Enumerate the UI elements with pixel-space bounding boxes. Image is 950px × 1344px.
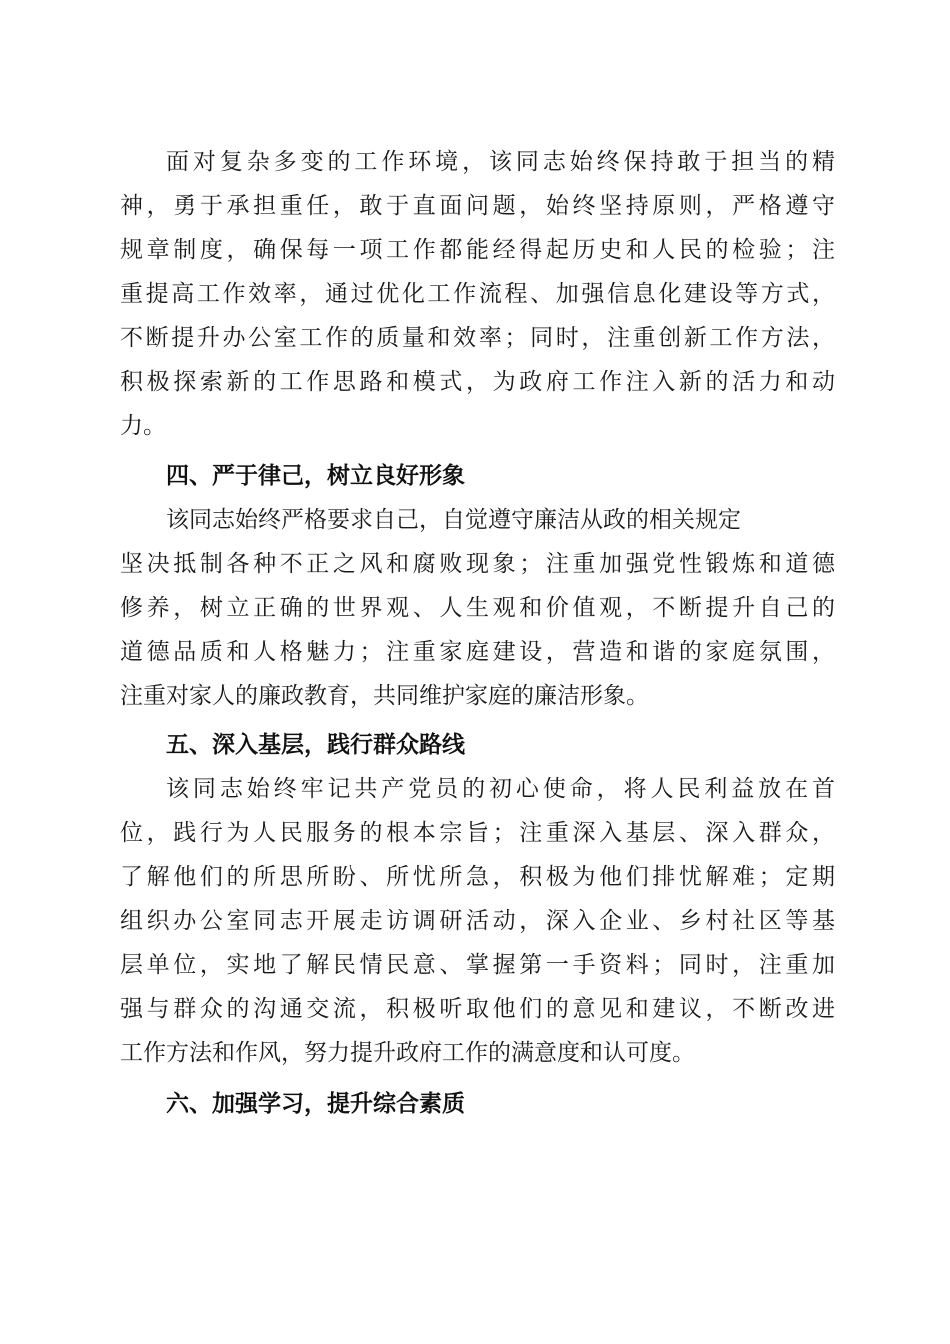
section-heading-5: 五、深入基层，践行群众路线 [166, 732, 465, 758]
paragraph-line: 修养，树立正确的世界观、人生观和价值观，不断提升自己的 [120, 595, 835, 621]
paragraph-self-discipline [120, 498, 835, 718]
paragraph-responsibility [120, 140, 835, 448]
paragraph-line: 道德品质和人格魅力；注重家庭建设，营造和谐的家庭氛围， [120, 639, 835, 665]
paragraph-line: 规章制度，确保每一项工作都能经得起历史和人民的检验；注 [120, 237, 835, 263]
section-heading-4: 四、严于律己，树立良好形象 [166, 463, 465, 489]
paragraph-line: 了解他们的所思所盼、所忧所急，积极为他们排忧解难；定期 [120, 864, 835, 890]
paragraph-line: 工作方法和作风，努力提升政府工作的满意度和认可度。 [120, 1040, 695, 1066]
paragraph-line: 面对复杂多变的工作环境，该同志始终保持敢于担当的精 [166, 149, 835, 175]
paragraph-line: 力。 [120, 413, 166, 439]
paragraph-line: 组织办公室同志开展走访调研活动，深入企业、乡村社区等基 [120, 908, 835, 934]
section-heading-6: 六、加强学习，提升综合素质 [166, 1091, 465, 1117]
paragraph-line: 积极探索新的工作思路和模式，为政府工作注入新的活力和动 [120, 369, 835, 395]
paragraph-line: 坚决抵制各种不正之风和腐败现象；注重加强党性锻炼和道德 [120, 551, 835, 577]
paragraph-line: 重提高工作效率，通过优化工作流程、加强信息化建设等方式， [120, 281, 835, 307]
paragraph-line: 注重对家人的廉政教育，共同维护家庭的廉洁形象。 [120, 683, 649, 709]
paragraph-line: 强与群众的沟通交流，积极听取他们的意见和建议，不断改进 [120, 996, 835, 1022]
paragraph-line: 位，践行为人民服务的根本宗旨；注重深入基层、深入群众， [120, 820, 835, 846]
paragraph-line: 神，勇于承担重任，敢于直面问题，始终坚持原则，严格遵守 [120, 193, 835, 219]
paragraph-line: 该同志始终严格要求自己，自觉遵守廉洁从政的相关规定 [166, 507, 741, 533]
paragraph-line: 层单位，实地了解民情民意、掌握第一手资料；同时，注重加 [120, 952, 835, 978]
paragraph-line: 该同志始终牢记共产党员的初心使命，将人民利益放在首 [166, 776, 835, 802]
paragraph-grassroots [120, 767, 835, 1075]
paragraph-line: 不断提升办公室工作的质量和效率；同时，注重创新工作方法， [120, 325, 835, 351]
